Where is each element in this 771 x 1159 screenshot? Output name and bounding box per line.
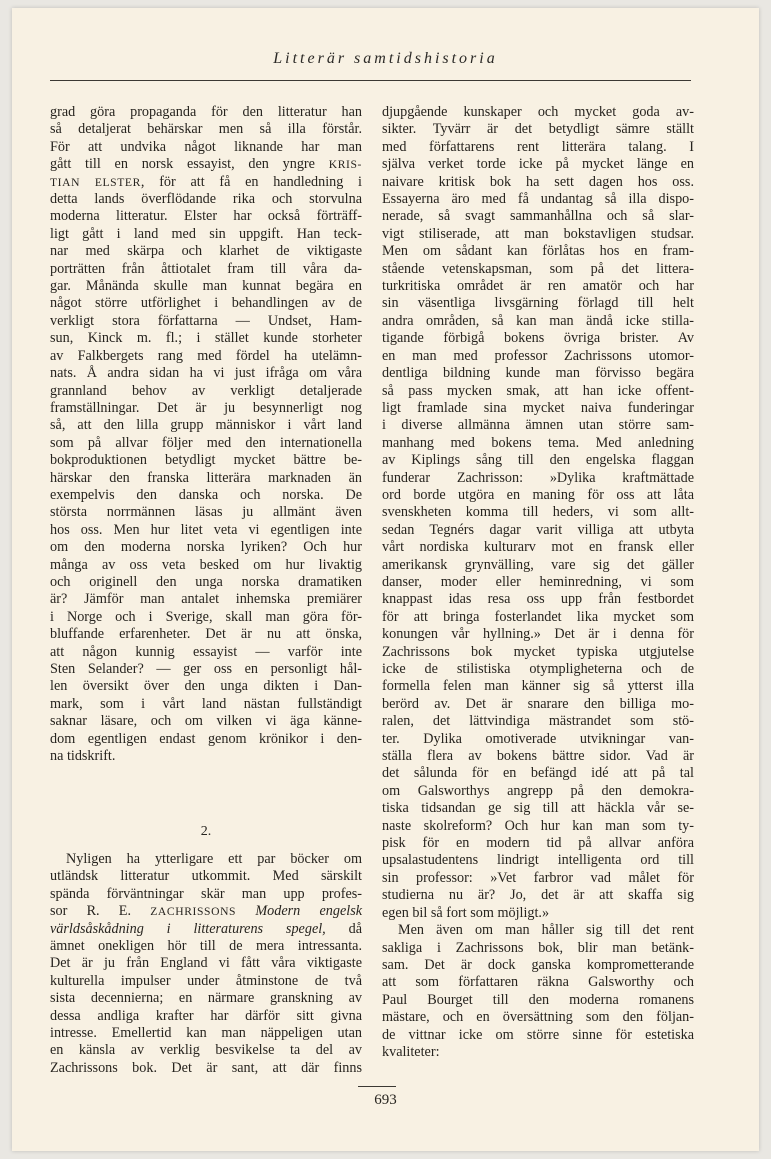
running-header: Litterär samtidshistoria xyxy=(273,50,498,67)
text-line: Men om sådant kan förlåtas hos en fram- xyxy=(382,243,694,260)
text-line: Men även om man håller sig till det rent xyxy=(398,922,694,939)
text-line: För att undvika något liknande har man xyxy=(50,138,362,155)
text-line: Essayerna äro med få undantag så illa dispo- xyxy=(382,191,694,208)
left-paragraph-1 xyxy=(50,104,362,765)
text-line: grad göra propaganda för den litteratur han xyxy=(50,104,362,120)
text-line: upsalastudentens lindrigt intelligenta ord till xyxy=(382,852,694,869)
text-line: exempelvis den danska och norska. De xyxy=(50,486,362,503)
text-line: för att bringa fosterlandet lika mycket som xyxy=(382,608,694,625)
text-line: vigt stiliserade, att man bokstavligen studsar. xyxy=(382,225,694,242)
text-line: kulturella impulser under åtminstone de två xyxy=(50,972,362,989)
text-line: gar. Månända skulle man kunnat begära en xyxy=(50,278,362,295)
text-line: Zachrissons bok. Det är sant, att där finns xyxy=(50,1059,362,1076)
right-paragraph-2 xyxy=(382,922,694,1061)
text-line: dentliga bildning kunde man förvisso begära xyxy=(382,365,694,382)
text-line: det sålunda för en befängd idé att på tal xyxy=(382,765,694,782)
author-smallcaps: sor R. E. ZACHRISSONS xyxy=(50,903,237,920)
text-line: något större utförlighet i behandlingen av de xyxy=(50,295,362,312)
text-line: detta lands överflödande rika och storvulna xyxy=(50,191,362,208)
page-number: 693 xyxy=(374,1092,397,1108)
text-line: manhang med bokens tema. Med anledning xyxy=(382,434,694,451)
text-line: nats. Å andra sidan ha vi just ifråga om våra xyxy=(50,365,362,382)
text-line: kvaliteter: xyxy=(382,1043,440,1060)
text-line: sam. Det är dock ganska komprometterande xyxy=(382,956,694,973)
text-line: världsåskådning i litteraturens spegel, då xyxy=(50,920,362,937)
text-line: mark, som i vårt land nästan fullständigt xyxy=(50,695,362,712)
text-line: intresse. Emellertid kan man näppeligen utan xyxy=(50,1025,362,1042)
text-line: pisk för en modern tid på allvar anföra xyxy=(382,835,694,852)
text-line: ligt gått i land med sin uppgift. Han teck- xyxy=(50,225,362,242)
text-line: sikter. Tyvärr är det betydligt sämre ställt xyxy=(382,121,694,138)
text-line: nar med skärpa och klarhet de viktigaste xyxy=(50,243,362,260)
text-line: Nyligen ha ytterligare ett par böcker om xyxy=(66,851,362,867)
text-line: len översikt över den unga dikten i Dan- xyxy=(50,678,362,695)
text-line: och originell den unga norska dramatiken xyxy=(50,573,362,590)
text-line: ämnet onekligen hör till de mera intressanta. xyxy=(50,938,362,955)
text-line: danser, moder eller heminredning, vi som xyxy=(382,573,694,590)
text-line: tigande förbigå bokens övriga brister. Av xyxy=(382,330,694,347)
text-line: är? Jämför man antalet inhemska premiärer xyxy=(50,591,362,608)
text-line: i Norge och i Sverige, skall man göra för- xyxy=(50,608,362,625)
text-line: utländsk litteratur utkommit. Med särskilt xyxy=(50,868,362,885)
text-line: många av oss veta besked om hur livaktig xyxy=(50,556,362,573)
text-line: de vittnar icke om större sinne för estetiska xyxy=(382,1026,694,1043)
left-column-lower xyxy=(50,851,362,1077)
text-line: saknar läsare, och om vilken vi äga känne- xyxy=(50,713,362,730)
text-line: berörd av. Det är snarare den billiga mo- xyxy=(382,695,694,712)
text-line: att som författaren räkna Galsworthy och xyxy=(382,974,694,991)
text-line: TIAN ELSTER, för att få en handledning i xyxy=(50,173,362,190)
left-paragraph-2 xyxy=(50,851,362,1077)
text-line: dom egentligen endast genom krönikor i den- xyxy=(50,730,362,747)
right-column xyxy=(382,104,694,1061)
text-line: bluffande erfarenheter. Det är nu att önska, xyxy=(50,626,362,643)
text-line: hos oss. Men hur litet veta vi egentligen inte xyxy=(50,521,362,538)
text-line: sin väsentliga livsgärning förlagd till helt xyxy=(382,295,694,312)
text-line: så pass mycken smak, att han icke offent- xyxy=(382,382,694,399)
text-line: spända förväntningar skär man upp profes- xyxy=(50,885,362,902)
text-line: nerade, så svagt sammanhållna och så slar- xyxy=(382,208,694,225)
text-line: Sten Selander? — ger oss en personligt hål- xyxy=(50,661,362,677)
text-line: Det är ju från England vi fått våra viktigaste xyxy=(50,955,362,972)
text-line: som på allvar följer med den internationella xyxy=(50,434,362,451)
text-line: icke de stilistiska otympligheterna och de xyxy=(382,661,694,677)
text-line: härskar den franska litterära marknaden än xyxy=(50,469,362,486)
text-line: om den moderna norska lyriken? Och hur xyxy=(50,539,362,556)
text-line: knappast idas resa oss upp från festbordet xyxy=(382,591,694,608)
text-line: om Galsworthys angrepp på den demokra- xyxy=(382,782,694,799)
text-line: turkritiska området är ren amatör och har xyxy=(382,278,694,295)
text-line: moderna litteratur. Elster har också förträff- xyxy=(50,208,362,225)
text-line: amerikansk grynvälling, vare sig det gäller xyxy=(382,556,694,573)
text-line: konungen vår hyllning.» Det är i denna för xyxy=(382,626,694,643)
text-line: verkligt stora författarna — Undset, Ham- xyxy=(50,312,362,329)
text-line: vårt nordiska kulturarv mot en fransk eller xyxy=(382,539,694,556)
text-line: själva verket torde icke på mycket länge en xyxy=(382,156,694,173)
page-number-rule xyxy=(358,1086,396,1087)
text-line: sedan Tegnérs dagar varit villiga att utbyta xyxy=(382,521,694,538)
text-line: egen bil så fort som möjligt.» xyxy=(382,904,550,921)
text-line: ord borde utgöra en maning för oss att låta xyxy=(382,486,694,503)
text-line: bokproduktionen betydligt mycket bättre be- xyxy=(50,452,362,469)
text-line: djupgående kunskaper och mycket goda av- xyxy=(382,104,694,120)
text-line: en man med professor Zachrissons utomor- xyxy=(382,347,694,364)
text-line: av Falkbergets rang med fördel ha utelämn- xyxy=(50,347,362,364)
text-line: grannland behov av verkligt detaljerade xyxy=(50,382,362,399)
text-line: med författarens rent litterära talang. I xyxy=(382,138,694,155)
text-line: ralen, det lättvindiga mästrandet som stö- xyxy=(382,713,694,730)
text-line: sakliga i Zachrissons bok, blir man betänk- xyxy=(382,939,694,956)
text-line: formella felen man känner sig så ytterst illa xyxy=(382,678,694,695)
text-line: så detaljerat behärskar men så illa förstår. xyxy=(50,121,362,138)
section-number: 2. xyxy=(200,824,212,839)
text-line xyxy=(50,903,362,920)
text-line: framställningar. Det är ju besynnerligt nog xyxy=(50,399,362,416)
text-line: så, att den lilla grupp människor i vårt land xyxy=(50,417,362,434)
text-line: att någon kunnig essayist — varför inte xyxy=(50,643,362,660)
text-line: gått till en norsk essayist, den yngre KRIS- xyxy=(50,156,362,173)
text-line: andra områden, så kan man ändå icke stilla- xyxy=(382,312,694,329)
text-line: naste skolreform? Och hur kan man som ty- xyxy=(382,817,694,834)
text-line: naivare kritisk bok ha sett dagen hos oss. xyxy=(382,173,694,190)
text-line: porträtten från åttiotalet fram till våra da- xyxy=(50,260,362,277)
text-line: sista decennierna; en närmare granskning av xyxy=(50,990,362,1007)
text-line: sin professor: »Vet farbror vad målet för xyxy=(382,869,694,886)
text-line: stående vetenskapsman, som på det littera- xyxy=(382,260,694,277)
text-line: tiska tidsandan ge sig till att häckla vår se- xyxy=(382,800,694,817)
text-line: Zachrissons bok mycket typiska utgjutelse xyxy=(382,643,694,660)
text-line: ter. Dylika omotiverade utvikningar van- xyxy=(382,730,694,747)
text-line: Paul Bourget till den moderna romanens xyxy=(382,991,694,1008)
text-line: största norrmännen läsas ju allmänt även xyxy=(50,504,362,521)
right-paragraph-1 xyxy=(382,104,694,922)
text-line: ställa flera av bokens bättre sidor. Vad är xyxy=(382,748,694,765)
header-rule xyxy=(50,80,691,81)
book-title-italic: Modern engelsk xyxy=(255,903,363,920)
text-line: mästare, och en översättning som den följan- xyxy=(382,1009,694,1026)
text-line: svenskheten komma till heders, vi som allt- xyxy=(382,504,694,521)
text-line: sun, Kinck m. fl.; i stället kunde storheter xyxy=(50,330,362,347)
text-line: i diverse allmänna ämnen utan större sam- xyxy=(382,417,694,434)
text-line: en känsla av verklig besvikelse ta del av xyxy=(50,1042,362,1059)
text-line: av Kiplings sång till den engelska flaggan xyxy=(382,452,694,469)
book-title-italic: världsåskådning i litteraturens spegel, xyxy=(50,920,326,937)
text-line: studierna nu är? Jo, det är att skaffa sig xyxy=(382,887,694,904)
text-line: funderar Zachrisson: »Dylika kraftmättade xyxy=(382,469,694,486)
text-line: dessa andliga krafter har därför sitt givna xyxy=(50,1007,362,1024)
text-line: ligt framlade sina mycket naiva funderingar xyxy=(382,399,694,416)
left-column xyxy=(50,104,362,765)
text-line: na tidskrift. xyxy=(50,748,116,765)
